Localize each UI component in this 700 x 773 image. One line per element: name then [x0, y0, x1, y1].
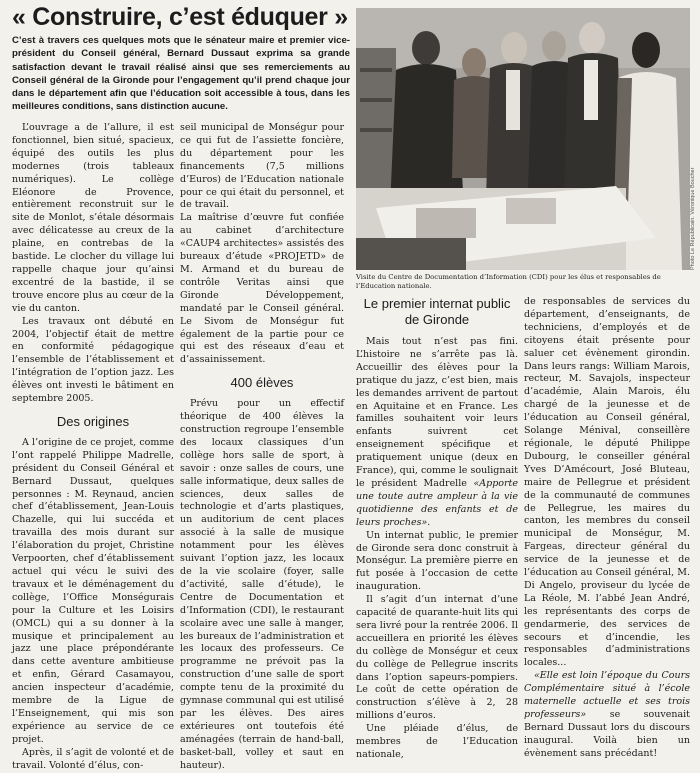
paragraph: Un internat public, le premier de Gironde sera donc construit à Monségur. La première pierre en fut posée à l’occasion de cette inauguration.: [356, 529, 518, 593]
quote: «Elle est loin l’époque du Cours Complémentaire situé à l’école maternelle actuelle et ses trois professeurs»: [524, 670, 690, 720]
paragraph: L’ouvrage a de l’allure, il est fonctionnel, bien situé, spacieux, équipé des outils les plus modernes (trois tableaux numériques). Le collège Eléonore de Provence, entièrement reconstruit sur le site de Monlot, s’étale désormais avec délicatesse au creux de la plaine, en contrebas de la bastide. Le clocher du village lui rappelle chaque jour qu’ainsi excentré de la bastide, il se trouve encore plus au cœur de la vie du canton.: [12, 122, 174, 314]
article-lead: C’est à travers ces quelques mots que le sénateur maire et premier vice-président du Conseil général, Bernard Dussaut exprima sa grande satisfaction devant le travail réalisé ainsi que ses remerciements au Conseil général de la Gironde pour l’engagement qu’il prend chaque jour dans le département afin que l’éducation soit accessible à tous, dans les meilleures conditions, sans distinction aucune.: [12, 35, 350, 113]
quote: «Apporte une toute autre ampleur à la vie quotidienne des enfants et de leurs proches».: [356, 477, 518, 528]
photo-credit: Photo Le Républicain. Véronique Boucher: [690, 167, 696, 270]
article-column-2: [180, 122, 344, 773]
paragraph: Il s’agit d’un internat d’une capacité de quarante-huit lits qui sera livré pour la rentrée 2006. Il accueillera en priorité les élèves du collège de Monségur et ceux du collège de Pellegrue inscrits dans l’option sapeurs-pompiers. Le coût de cette opération de construction s’élève à 2, 28 millions d’euros.: [356, 594, 518, 722]
paragraph-text: Mais tout n’est pas fini. L’histoire ne s’arrête pas là. Accueillir des élèves pour la pratique du jazz, c’est bien, mais les demandes arrivent de partout en Aquitaine et en France. Les familles souhaitent voir leurs enfants suivrent cet enseignement spécifique et pratiquement unique (deux en France), qui, comme le soulignait le président Madrelle: [356, 336, 518, 489]
paragraph: [356, 336, 518, 530]
subheading-400-students: 400 élèves: [230, 375, 294, 391]
article-column-1: [12, 122, 174, 773]
subheading-origins: Des origines: [56, 413, 130, 429]
paragraph: Les travaux ont débuté en 2004, l’objectif était de mettre en conformité pédagogique l’ensemble de l’établissement et l’intégration de l’option jazz. Les élèves ont investi le bâtiment en septembre 2005.: [12, 315, 174, 405]
paragraph: A l’origine de ce projet, comme l’ont rappelé Philippe Madrelle, président du Conseil Général et Bernard Dussaut, quelques personnes : M. Reynaud, ancien chef d’établissement, Jean-Louis Chazelle, qui lui succéda et travailla des mois durant sur l’élaboration du projet, Christine Verpoorten, chef d’établissement actuel qui vécu le suivi des travaux et le déménagement du collège, l’Office Monségurais pour la Culture et les Loisirs (OMCL) qui a su donner à la musique et principalement au jazz une place prépondérante dans cette aventure ambitieuse et enfin, Gérard Casamayou, ancien inspecteur d’académie, membre de la Ligue de l’Enseignement, qui mis son expérience au service de ce projet.: [12, 436, 174, 745]
photo-caption: Visite du Centre de Documentation d’Information (CDI) pour les élus et responsables de l’Education nationale.: [356, 273, 661, 290]
article-photo: [356, 8, 690, 270]
article-headline: « Construire, c’est éduquer »: [12, 3, 348, 31]
paragraph: Une pléiade d’élus, de membres de l’Education nationale,: [356, 723, 518, 760]
paragraph: Après, il s’agit de volonté et de travail. Volonté d’élus, con-: [12, 746, 174, 771]
paragraph: de responsables de services du département, d’enseignants, de techniciens, d’employés et de citoyens était présente pour saluer cet évènement girondin. Dans leurs rangs: William Marois, recteur, M. Savajols, inspecteur d’académie, Alain Marois, élu chargé de la jeunesse et de l’éducation au Conseil général, Solange Ménival, conseillère régionale, le député Philippe Dubourg, le conseiller général Yves D’Amécourt, José Bluteau, maire de Pellegrue et président de la communauté de communes de Pellegrue, les maires du canton, les membres du conseil municipal de Monségur, M. Fargeas, directeur général du service de la jeunesse et de l’éducation au Conseil général, M. Di Angelo, proviseur du lycée de La Réole, M. l’abbé Jean André, les représentants des corps de gendarmerie, des services de secours et d’incendie, les responsables d’administrations locales...: [524, 296, 690, 669]
paragraph: Prévu pour un effectif théorique de 400 élèves la construction regroupe l’ensemble des locaux classiques d’un collège hors salle de sport, à savoir : onze salles de cours, une salle informatique, deux salles de sciences, deux salles de technologie et d’arts plastiques, un auditorium de cent places associé à la salle de musique notamment pour les élèves suivant l’option jazz, les locaux de la vie scolaire (foyer, salle d’activité, salle d’étude), le Centre de Documentation et d’Information (CDI), le restaurant scolaire avec une salle à manger, les bureaux de l’administration et les locaux des professeurs. Ce programme ne prévoit pas la construction d’une salle de sport compte tenu de la proximité du gymnase communal qui est utilisé par les élèves. Des aires extérieures ont toutefois été aménagées (terrain de hand-ball, basket-ball, volley et saut en hauteur).: [180, 398, 344, 771]
paragraph: La maîtrise d’œuvre fut confiée au cabinet d’architecture «CAUP4 architectes» assistés des bureaux d’étude «PROJETD» de M. Armand et du bureau de contrôle Veritas ainsi que Gironde Développement, mandaté par le Conseil général. Le Sivom de Monségur fut également de la partie pour ce qui est des réseaux d’eau et d’assainissement.: [180, 212, 344, 366]
paragraph: seil municipal de Monségur pour ce qui fut de l’assiette foncière, du département pour les financements (7,5 millions d’Euros) de l’Education nationale pour ce qui était du personnel, et de travail.: [180, 122, 344, 211]
paragraph: [524, 670, 690, 760]
paragraph-text: se souvenait Bernard Dussaut lors du discours inaugural. Voilà bien un évènement sans précédant!: [524, 709, 690, 759]
article-column-3: [356, 296, 518, 762]
subheading-boarding-school: Le premier internat public de Gironde: [363, 296, 511, 327]
photo-illustration: [356, 8, 690, 270]
article-column-4: [524, 296, 690, 761]
